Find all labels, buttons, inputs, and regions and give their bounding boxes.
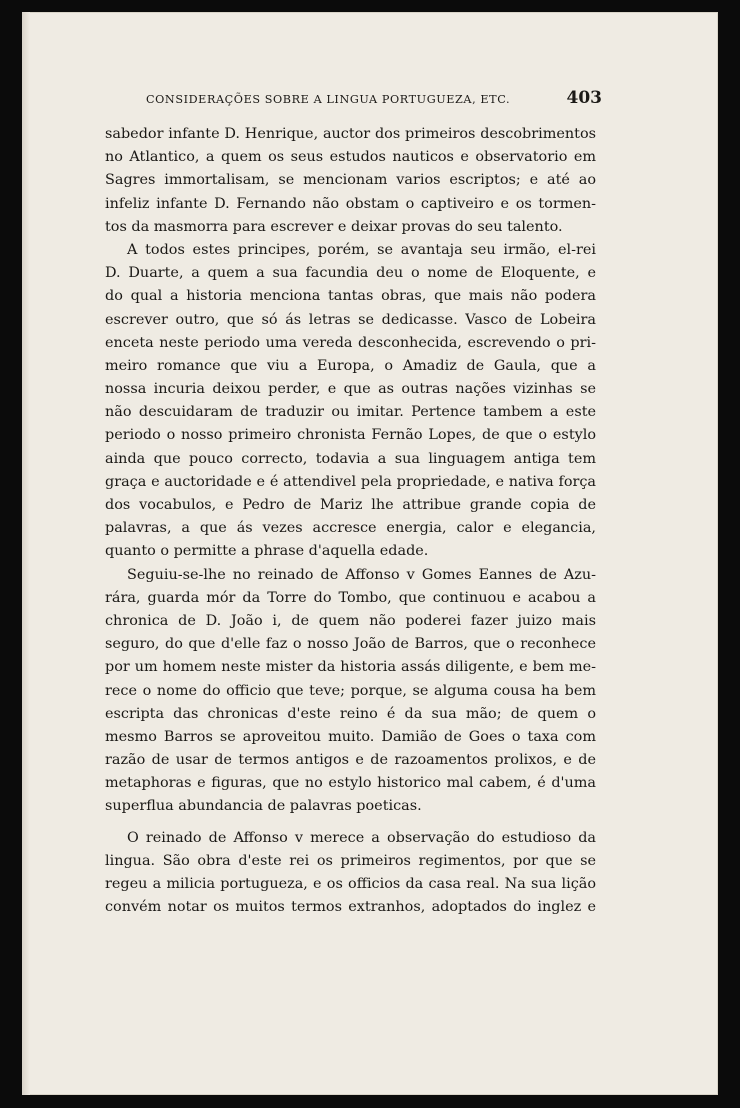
text-line: escrever outro, que só ás letras se dedicasse. Vasco de Lobeira <box>105 311 596 328</box>
running-title: CONSIDERAÇÕES SOBRE A LINGUA PORTUGUEZA, ETC. <box>146 93 511 106</box>
text-line: palavras, a que ás vezes accresce energia, calor e elegancia, <box>105 520 596 537</box>
paragraph <box>105 827 596 920</box>
running-head <box>146 88 602 108</box>
text-line: razão de usar de termos antigos e de razoamentos prolixos, e de <box>105 752 596 769</box>
text-line: rece o nome do officio que teve; porque, se alguma cousa ha bem <box>105 682 596 699</box>
text-line: seguro, do que d'elle faz o nosso João de Barros, que o reconhece <box>105 636 596 653</box>
body-text <box>105 123 596 919</box>
text-line: lingua. São obra d'este rei os primeiros regimentos, por que se <box>105 852 596 869</box>
text-line: D. Duarte, a quem a sua facundia deu o nome de Eloquente, e <box>105 265 596 282</box>
text-line: infeliz infante D. Fernando não obstam o captiveiro e os tormen- <box>105 195 596 212</box>
page-gutter-shadow <box>22 12 30 1095</box>
text-line: dos vocabulos, e Pedro de Mariz lhe attribue grande copia de <box>105 497 596 513</box>
text-line: meiro romance que viu a Europa, o Amadiz de Gaula, que a <box>105 357 596 374</box>
text-line: do qual a historia menciona tantas obras, que mais não podera <box>105 288 596 305</box>
text-line: não descuidaram de traduzir ou imitar. Pertence tambem a este <box>105 404 596 421</box>
text-line: mesmo Barros se aproveitou muito. Damião de Goes o taxa com <box>105 728 596 745</box>
text-line: convém notar os muitos termos extranhos, adoptados do inglez e <box>105 899 596 916</box>
page-number: 403 <box>566 88 602 108</box>
paragraph <box>105 564 596 819</box>
text-line: sabedor infante D. Henrique, auctor dos primeiros descobrimentos <box>105 126 596 142</box>
text-line: Sagres immortalisam, se mencionam varios escriptos; e até ao <box>105 172 596 189</box>
paragraph <box>105 123 596 239</box>
text-line: metaphoras e figuras, que no estylo historico mal cabem, é d'uma <box>105 775 596 792</box>
paragraph <box>105 239 596 564</box>
text-line: O reinado de Affonso v merece a observação do estudioso da <box>127 829 596 846</box>
text-line: tos da masmorra para escrever e deixar provas do seu talento. <box>105 218 563 235</box>
text-line: ainda que pouco correcto, todavia a sua linguagem antiga tem <box>105 450 596 467</box>
text-line: por um homem neste mister da historia assás diligente, e bem me- <box>105 659 596 676</box>
text-line: regeu a milicia portugueza, e os officios da casa real. Na sua lição <box>105 876 596 892</box>
text-line: rára, guarda mór da Torre do Tombo, que continuou e acabou a <box>105 589 596 606</box>
text-line: graça e auctoridade e é attendivel pela propriedade, e nativa força <box>105 473 596 490</box>
text-line: quanto o permitte a phrase d'aquella edade. <box>105 543 429 560</box>
book-page <box>22 12 718 1095</box>
text-line: superflua abundancia de palavras poeticas. <box>105 798 422 815</box>
text-line: Seguiu-se-lhe no reinado de Affonso v Gomes Eannes de Azu- <box>127 566 596 583</box>
text-line: no Atlantico, a quem os seus estudos nauticos e observatorio em <box>105 149 596 166</box>
text-line: periodo o nosso primeiro chronista Fernão Lopes, de que o estylo <box>105 427 596 444</box>
text-line: escripta das chronicas d'este reino é da sua mão; de quem o <box>105 705 596 722</box>
text-line: A todos estes principes, porém, se avantaja seu irmão, el-rei <box>127 241 596 258</box>
text-line: enceta neste periodo uma vereda desconhecida, escrevendo o pri- <box>105 334 596 351</box>
text-line: nossa incuria deixou perder, e que as outras nações vizinhas se <box>105 381 596 398</box>
text-line: chronica de D. João i, de quem não poderei fazer juizo mais <box>105 612 596 629</box>
